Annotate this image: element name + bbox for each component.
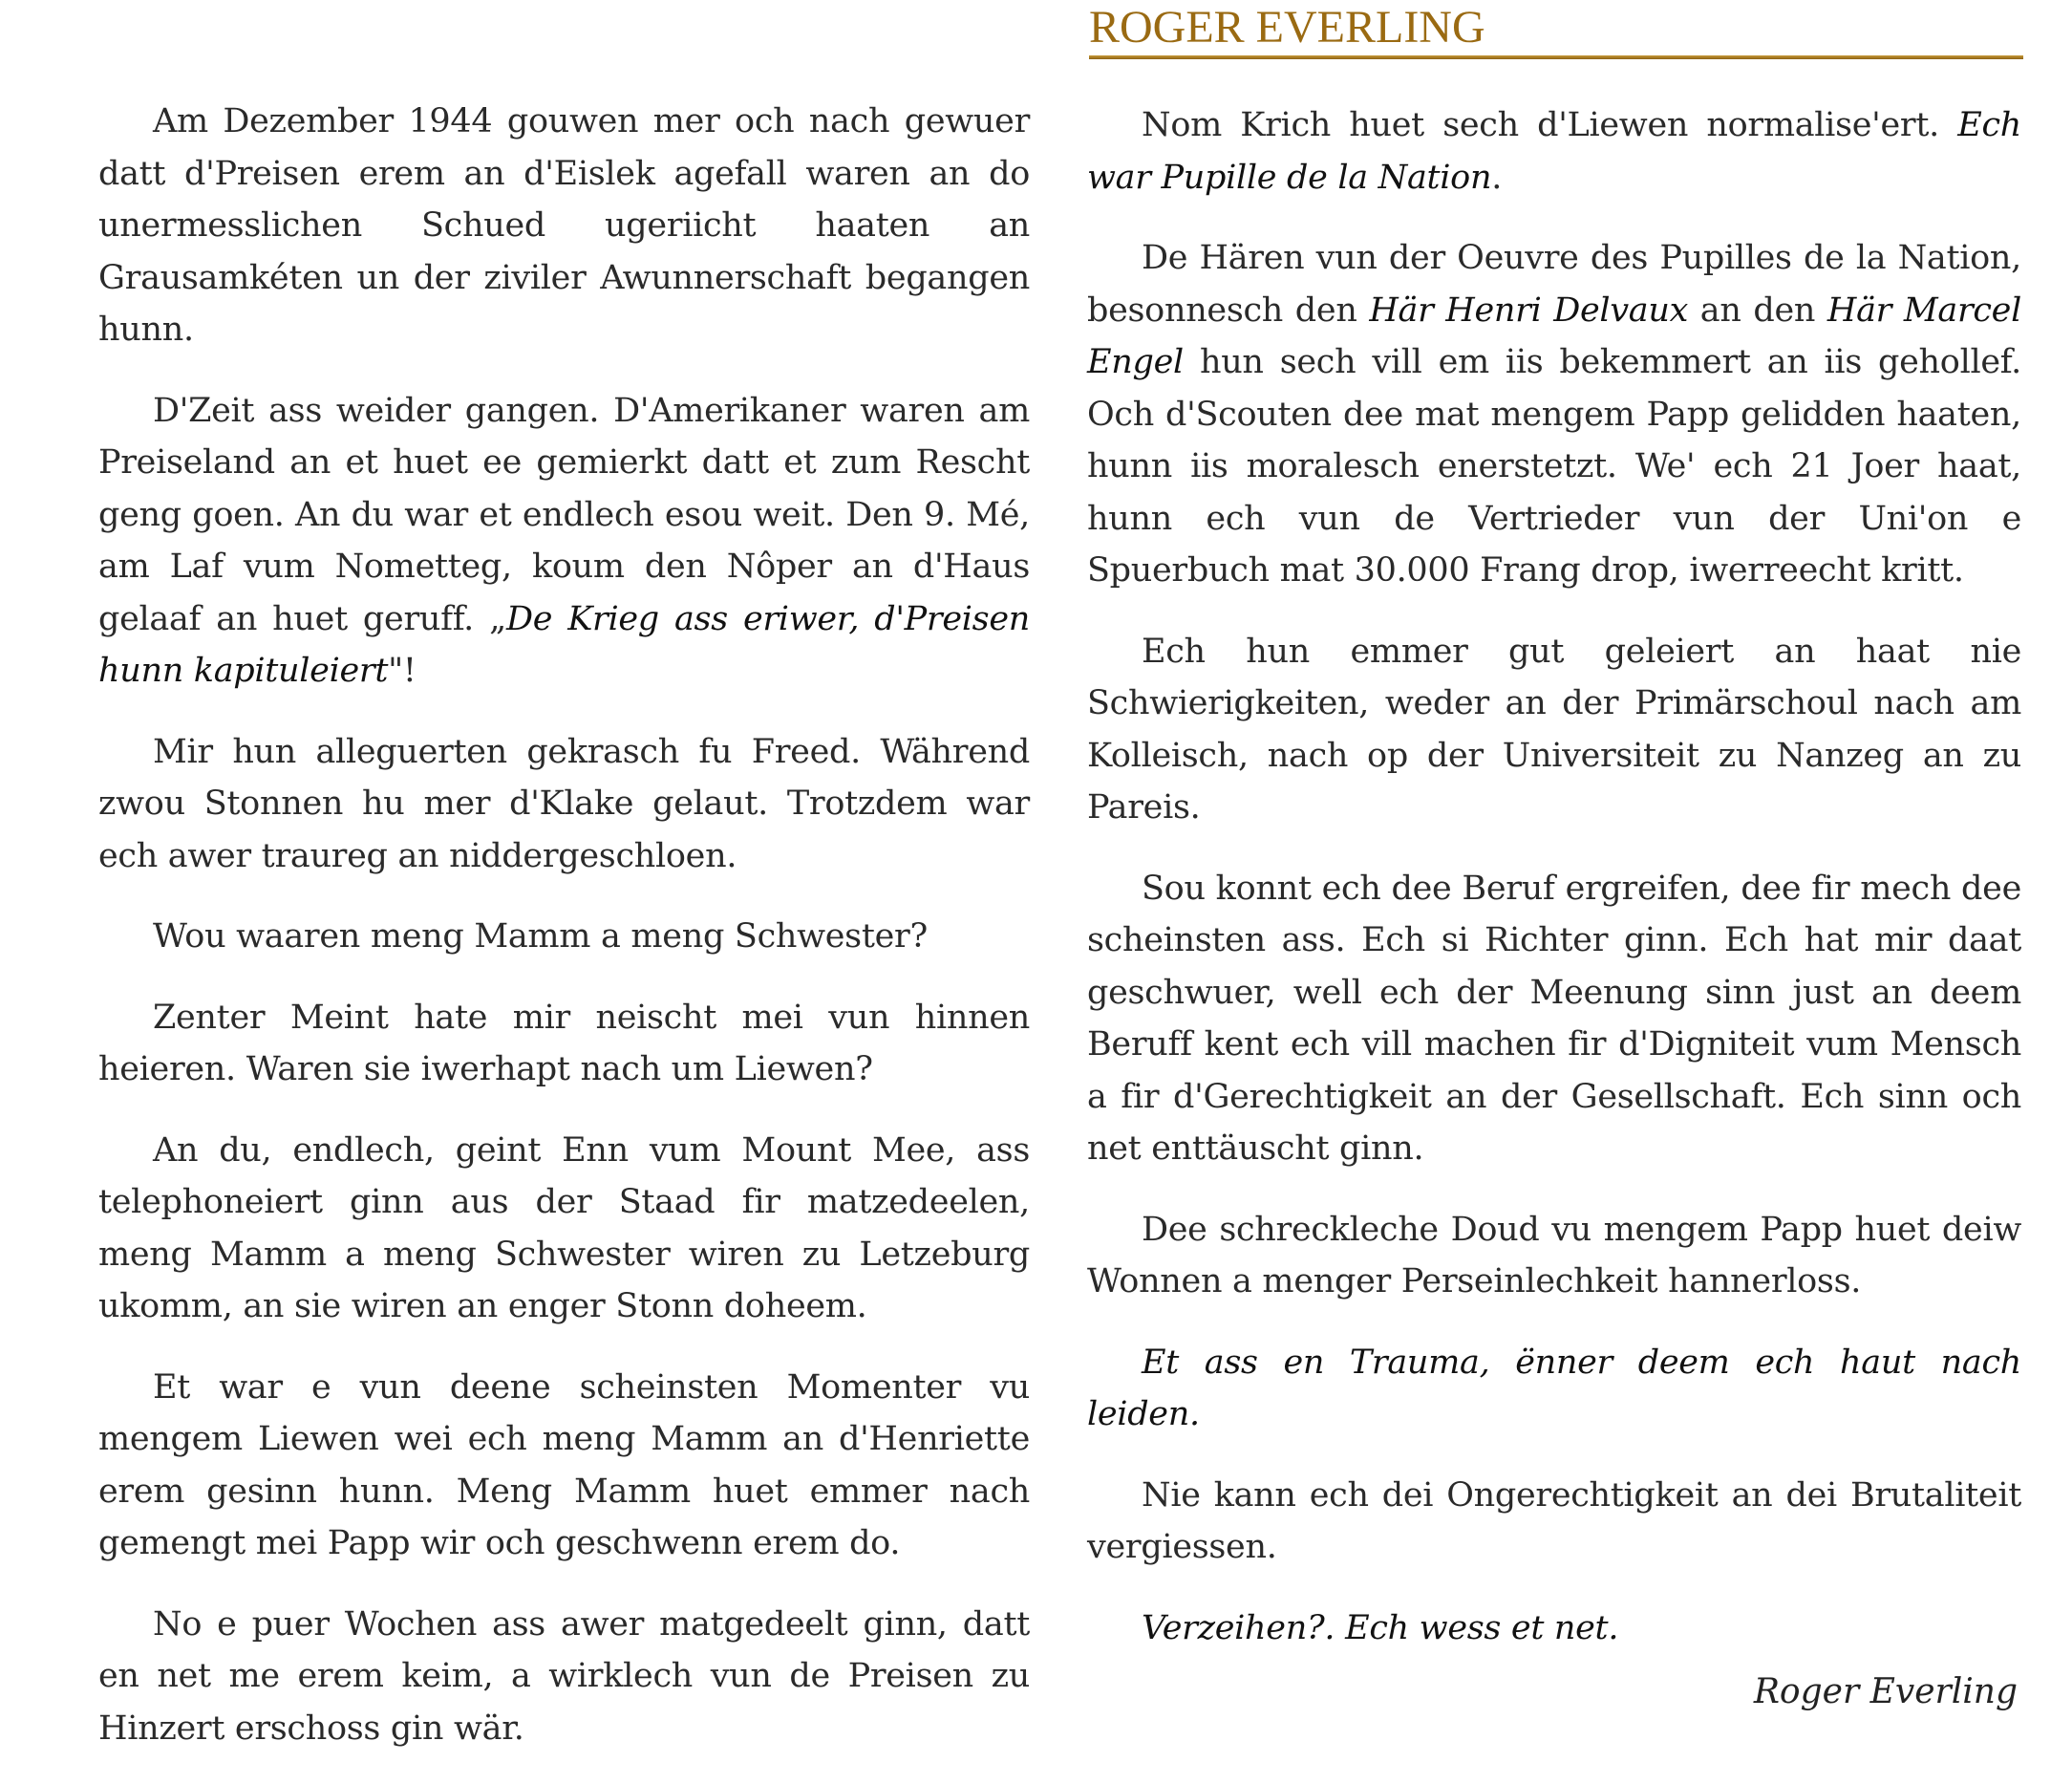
paragraph: [98, 992, 1030, 1096]
text-segment: D'Zeit ass weider gangen. D'Amerikaner waren am Preiseland an et huet ee gemierkt datt et zum Rescht geng goen. An du war et endlech esou weit. Den 9. Mé, am Laf vum Nometteg, koum den Nôper an d'Haus gelaaf an huet geruff. „: [98, 391, 1030, 638]
paragraph: [98, 911, 1030, 963]
text-segment: Mir hun alleguerten gekrasch fu Freed. Während zwou Stonnen hu mer d'Klake gelaut. Trotzdem war ech awer traureg an niddergeschloen.: [98, 732, 1030, 875]
paragraph: [98, 96, 1030, 356]
text-segment: an den: [1688, 290, 1827, 330]
paragraph: [98, 1125, 1030, 1333]
emphasized-text: De Krieg ass eriwer, d'Preisen hunn kapituleiert: [98, 599, 1030, 690]
emphasized-text: Et ass en Trauma, ënner deem ech haut nach leiden.: [1087, 1343, 2021, 1433]
text-segment: An du, endlech, geint Enn vum Mount Mee, ass telephoneiert ginn aus der Staad fir matzedeelen, meng Mamm a meng Schwester wiren zu Letzeburg ukomm, an sie wiren an enger Stonn doheem.: [98, 1130, 1030, 1325]
emphasized-text: Här Henri Delvaux: [1369, 290, 1689, 330]
title-rule-divider: [1089, 55, 2023, 59]
paragraph: [1087, 99, 2021, 204]
article-header: [1089, 0, 2023, 59]
paragraph: [1087, 232, 2021, 597]
paragraph: [1087, 1602, 2021, 1655]
article-title: ROGER EVERLING: [1089, 2, 1485, 53]
text-segment: De Hären vun der Oeuvre des Pupilles de la Nation, besonnesch den: [1087, 239, 2021, 330]
paragraph: [98, 385, 1030, 698]
text-segment: "!: [388, 652, 417, 690]
author-signature: Roger Everling: [1753, 1672, 2018, 1711]
text-segment: Ech hun emmer gut geleiert an haat nie Schwierigkeiten, weder an der Primärschoul nach am Kolleisch, nach op der Universiteit zu Nanzeg an zu Pareis.: [1087, 632, 2021, 827]
text-segment: Nie kann ech dei Ongerechtigkeit an dei Brutaliteit vergiessen.: [1087, 1475, 2021, 1566]
paragraph: [98, 1362, 1030, 1570]
emphasized-text: Ech war Pupille de la Nation: [1087, 106, 2021, 197]
text-segment: Et war e vun deene scheinsten Momenter vu mengem Liewen wei ech meng Mamm an d'Henriette erem gesinn hunn. Meng Mamm huet emmer nach gemengt mei Papp wir och geschwenn erem do.: [98, 1367, 1030, 1562]
paragraph: [98, 726, 1030, 883]
left-text-column: [98, 96, 1030, 1783]
emphasized-text: Här Marcel Engel: [1087, 290, 2021, 381]
text-segment: Zenter Meint hate mir neischt mei vun hinnen heieren. Waren sie iwerhapt nach um Liewen?: [98, 998, 1030, 1088]
text-segment: No e puer Wochen ass awer matgedeelt ginn, datt en net me erem keim, a wirklech vun de Preisen zu Hinzert erschoss gin wär.: [98, 1604, 1030, 1748]
paragraph: [1087, 863, 2021, 1175]
paragraph: [1087, 1470, 2021, 1574]
text-segment: Am Dezember 1944 gouwen mer och nach gewuer datt d'Preisen erem an d'Eislek agefall waren an do unermesslichen Schued ugeriicht haaten an Grausamkéten un der ziviler Awunnerschaft begangen hunn.: [98, 102, 1030, 349]
text-segment: .: [1491, 158, 1503, 197]
text-segment: hun sech vill em iis bekemmert an iis gehollef. Och d'Scouten dee mat mengem Papp gelidden haaten, hunn iis moralesch enerstetzt. We' ech 21 Joer haat, hunn ech vun de Vertrieder vun der Uni'on e Spuerbuch mat 30.000 Frang drop, iwerreecht kritt.: [1087, 343, 2021, 590]
text-segment: Nom Krich huet sech d'Liewen normalise'ert.: [1142, 106, 1958, 144]
text-segment: Wou waaren meng Mamm a meng Schwester?: [153, 917, 928, 956]
text-segment: Dee schreckleche Doud vu mengem Papp huet deiw Wonnen a menger Perseinlechkeit hannerloss.: [1087, 1210, 2021, 1300]
paragraph: [98, 1599, 1030, 1755]
emphasized-text: Verzeihen?. Ech wess et net.: [1142, 1608, 1619, 1647]
text-segment: Sou konnt ech dee Beruf ergreifen, dee fir mech dee scheinsten ass. Ech si Richter ginn. Ech hat mir daat geschwuer, well ech der Meenung sinn just an deem Beruff kent ech vill machen fir d'Digniteit vum Mensch a fir d'Gerechtigkeit an der Gesellschaft. Ech sinn och net enttäuscht ginn.: [1087, 869, 2021, 1168]
paragraph: [1087, 626, 2021, 834]
right-text-column: [1087, 99, 2021, 1683]
paragraph: [1087, 1204, 2021, 1308]
paragraph: [1087, 1337, 2021, 1441]
